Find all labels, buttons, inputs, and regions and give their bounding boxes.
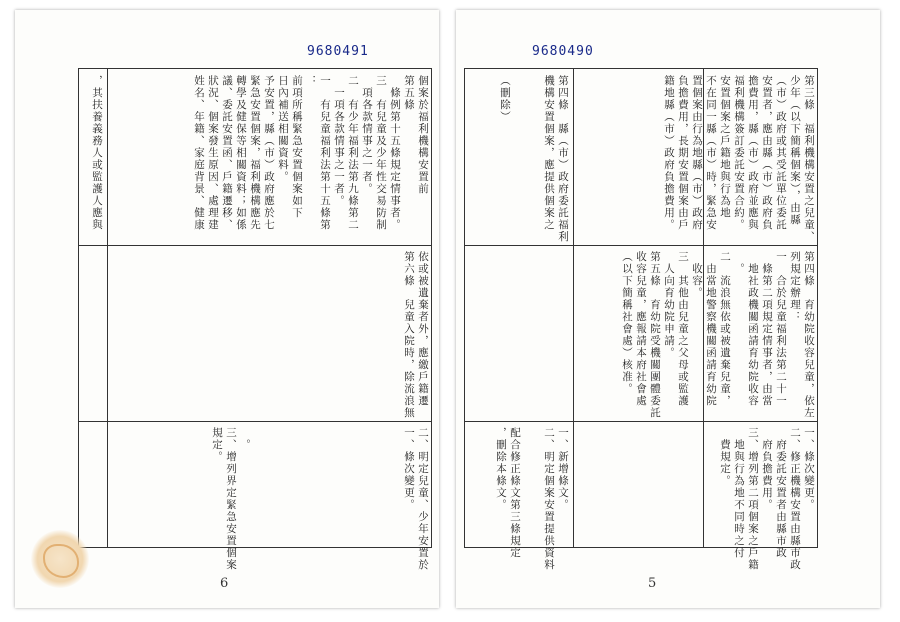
text-column: 前項所稱緊急安置個案如下: [291, 75, 303, 219]
text-column: 人向育幼院申請。: [663, 251, 675, 359]
text-column: 福利機構簽訂委託安置合約。: [733, 75, 745, 231]
text-column: 安置者，應由縣（市）政府負: [761, 75, 773, 231]
text-column: 二、修正機構安置由縣市政: [789, 427, 801, 571]
text-cell: [465, 69, 573, 245]
table-grid: [78, 68, 432, 571]
text-column: 擔費用，縣（市）政府並應與: [747, 75, 759, 231]
page-number: 5: [648, 576, 657, 591]
text-column: ：: [305, 75, 317, 87]
serial-number: 9680491: [307, 44, 369, 59]
watermark-seal-icon: [31, 530, 89, 588]
table-grid: [464, 68, 818, 571]
text-column: 二 有少年福利法第九條第二: [347, 75, 359, 231]
right-page: [456, 10, 880, 608]
text-column: 第四條 縣（市）政府委託福利: [557, 75, 569, 243]
text-column: 置個案由行為地縣（市）政府: [691, 75, 703, 231]
text-column: 議、委託安置函、戶籍遷移、: [221, 75, 233, 231]
text-column: 轉學及健保等相關資料；如係: [235, 75, 247, 231]
text-column: 日內補送相關資料。: [277, 75, 289, 183]
text-column: 個案於福利機構安置前: [417, 75, 429, 195]
text-column: 府負擔費用。: [761, 427, 773, 511]
text-column: 三 有兒童及少年性交易防制: [375, 75, 387, 231]
text-cell: [107, 421, 433, 571]
text-column: 緊急安置個案，福利機構應先: [249, 75, 261, 231]
text-column: 一 有兒童福利法第十五條第: [319, 75, 331, 231]
text-column: 第六條 兒童入院時，除流浪無: [403, 251, 415, 419]
text-column: 府委託安置者由縣市政: [775, 427, 787, 559]
text-column: 一、條次變更。: [803, 427, 815, 511]
text-column: 一、條次變更。: [403, 427, 415, 511]
text-cell: [573, 421, 819, 571]
text-column: 二、明定兒童、少年安置於: [417, 427, 429, 571]
text-column: 安置個案之戶籍地與行為地: [719, 75, 731, 219]
text-column: 二 流浪無依或被遺棄兒童，: [719, 251, 731, 407]
text-column: 收容。: [691, 251, 703, 299]
text-column: 第四條 育幼院收容兒童，依左: [803, 251, 815, 419]
text-column: 二、明定個案安置提供資料: [543, 427, 555, 571]
page-number: 6: [220, 576, 229, 591]
text-cell: [465, 421, 573, 571]
text-column: 機構安置個案，應提供個案之: [543, 75, 555, 231]
text-column: 三、增列第二項個案之戶籍: [747, 427, 759, 571]
text-column: 狀況、個案發生原因、處理建: [207, 75, 219, 231]
text-column: （市）政府或其受託單位委託: [775, 75, 787, 231]
text-column: 三、增列界定緊急安置個案: [225, 427, 237, 571]
text-column: 地與行為地不同時之付: [733, 427, 745, 559]
text-column: 列規定辦理：: [789, 251, 801, 323]
text-column: 一、新增條文。: [557, 427, 569, 511]
text-column: 負擔費用，長期安置個案由戶: [677, 75, 689, 231]
text-column: ，其扶養義務人或監護人應與: [91, 75, 103, 231]
text-column: （以下簡稱社會處）核准。: [621, 251, 633, 395]
text-column: 條例第十五條規定情事者。: [389, 75, 401, 231]
text-cell: [573, 69, 819, 245]
text-cell: [107, 245, 433, 421]
left-page: [15, 10, 439, 608]
text-column: 。: [733, 251, 745, 275]
text-column: 第五條: [403, 75, 415, 111]
text-column: 第五條 育幼院受機關團體委託: [649, 251, 661, 419]
text-column: 條第二項規定情事者，由當: [761, 251, 773, 407]
text-column: 不在同一縣（市）時，緊急安: [705, 75, 717, 231]
text-cell: [79, 421, 107, 547]
text-column: 少年（以下簡稱個案），由縣: [789, 75, 801, 226]
text-column: 第三條 福利機構安置之兒童、: [803, 75, 815, 243]
text-column: 依或被遺棄者外，應繳戶籍遷: [417, 251, 429, 407]
serial-number: 9680490: [532, 44, 594, 59]
text-column: 一項各款情事之一者。: [333, 75, 345, 207]
text-cell: [79, 245, 107, 421]
text-cell: [79, 69, 107, 245]
text-column: 配合修正條文第三條規定: [509, 427, 521, 559]
text-column: 地社政機關函請育幼院收容: [747, 251, 759, 407]
text-column: 予安置，縣（市）政府應於七: [263, 75, 275, 231]
text-cell: [107, 69, 433, 245]
text-cell: [573, 245, 819, 421]
text-column: 一 合於兒童福利法第二十一: [775, 251, 787, 407]
text-column: 費規定。: [719, 427, 731, 487]
text-column: （刪除）: [499, 75, 511, 123]
text-column: 三 其他由兒童之父母或監護: [677, 251, 689, 407]
text-column: 籍地縣（市）政府負擔費用。: [663, 75, 675, 231]
text-column: 姓名、年籍、家庭背景、健康: [193, 75, 205, 231]
text-column: 收容兒童，應報請本府社會處: [635, 251, 647, 407]
text-column: 規定。: [211, 427, 223, 463]
text-column: ，刪除本條文。: [495, 427, 507, 511]
text-cell: [465, 245, 573, 421]
text-column: 。: [239, 427, 251, 451]
text-column: 項各款情事之一者。: [361, 75, 373, 195]
text-column: 由當地警察機關函請育幼院: [705, 251, 717, 407]
